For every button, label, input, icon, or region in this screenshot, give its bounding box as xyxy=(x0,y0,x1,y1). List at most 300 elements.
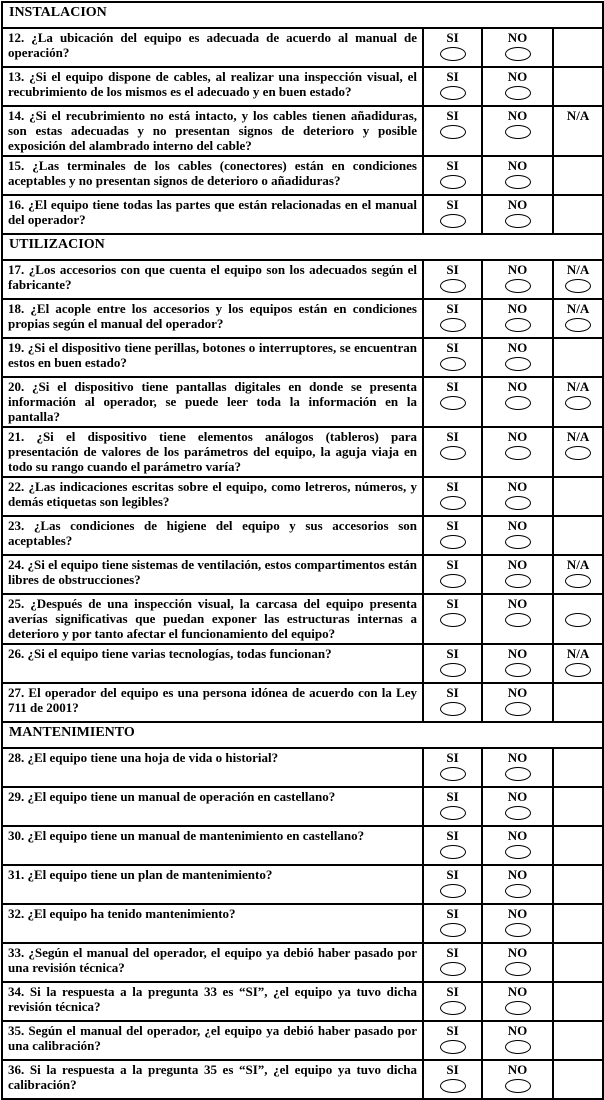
si-label: SI xyxy=(446,906,459,921)
answer-cell-si xyxy=(423,644,482,683)
si-label: SI xyxy=(446,518,459,533)
answer-cell-si xyxy=(423,943,482,982)
no-answer-oval[interactable] xyxy=(505,535,531,549)
no-oval-wrap xyxy=(483,318,552,337)
answer-cell-si xyxy=(423,516,482,555)
answer-cell-si xyxy=(423,1060,482,1099)
na-label xyxy=(554,1061,602,1077)
answer-cell-na xyxy=(553,865,603,904)
section-title: INSTALACION xyxy=(2,2,603,28)
question-text: 26. ¿Si el equipo tiene varias tecnologías, todas funcionan? xyxy=(2,644,423,683)
si-answer-oval[interactable] xyxy=(440,396,466,410)
si-answer-oval[interactable] xyxy=(440,574,466,588)
na-label: N/A xyxy=(566,557,590,572)
answer-cell-si xyxy=(423,683,482,722)
answer-cell-na xyxy=(553,787,603,826)
si-label: SI xyxy=(446,158,459,173)
no-label: NO xyxy=(507,108,528,123)
no-answer-oval[interactable] xyxy=(505,767,531,781)
si-oval-wrap xyxy=(424,1040,481,1059)
no-answer-oval[interactable] xyxy=(505,574,531,588)
na-answer-oval[interactable] xyxy=(565,613,591,627)
question-row xyxy=(2,106,603,156)
answer-cell-no xyxy=(482,1021,553,1060)
no-answer-oval[interactable] xyxy=(505,845,531,859)
no-answer-oval[interactable] xyxy=(505,47,531,61)
si-oval-wrap xyxy=(424,1001,481,1020)
answer-cell-na xyxy=(553,943,603,982)
answer-cell-no xyxy=(482,904,553,943)
answer-cell-no xyxy=(482,377,553,427)
question-row xyxy=(2,477,603,516)
na-oval-wrap xyxy=(554,613,602,632)
na-label xyxy=(554,157,602,173)
no-oval-wrap xyxy=(483,767,552,786)
answer-cell-no xyxy=(482,943,553,982)
question-row xyxy=(2,982,603,1021)
si-answer-oval[interactable] xyxy=(440,1040,466,1054)
question-row xyxy=(2,67,603,106)
question-row xyxy=(2,748,603,787)
answer-cell-no xyxy=(482,477,553,516)
no-label: NO xyxy=(507,340,528,355)
no-answer-oval[interactable] xyxy=(505,663,531,677)
si-answer-oval[interactable] xyxy=(440,125,466,139)
answer-cell-si xyxy=(423,982,482,1021)
na-label xyxy=(554,1022,602,1038)
si-oval-wrap xyxy=(424,702,481,721)
no-answer-oval[interactable] xyxy=(505,1001,531,1015)
na-answer-oval[interactable] xyxy=(565,318,591,332)
question-text: 16. ¿El equipo tiene todas las partes que están relacionadas en el manual del operador? xyxy=(2,195,423,234)
no-oval-wrap xyxy=(483,357,552,376)
answer-cell-no xyxy=(482,594,553,644)
question-text: 27. El operador del equipo es una persona idónea de acuerdo con la Ley 711 de 2001? xyxy=(2,683,423,722)
si-label: SI xyxy=(446,1062,459,1077)
na-label xyxy=(554,68,602,84)
no-label: NO xyxy=(507,197,528,212)
na-label xyxy=(554,905,602,921)
question-text: 30. ¿El equipo tiene un manual de mantenimiento en castellano? xyxy=(2,826,423,865)
no-answer-oval[interactable] xyxy=(505,1040,531,1054)
answer-cell-no xyxy=(482,28,553,67)
answer-cell-si xyxy=(423,106,482,156)
si-answer-oval[interactable] xyxy=(440,446,466,460)
question-row xyxy=(2,338,603,377)
si-answer-oval[interactable] xyxy=(440,884,466,898)
answer-cell-si xyxy=(423,427,482,477)
no-oval-wrap xyxy=(483,214,552,233)
no-answer-oval[interactable] xyxy=(505,125,531,139)
si-answer-oval[interactable] xyxy=(440,1001,466,1015)
si-label: SI xyxy=(446,557,459,572)
si-label: SI xyxy=(446,429,459,444)
answer-cell-no xyxy=(482,748,553,787)
no-answer-oval[interactable] xyxy=(505,396,531,410)
si-label: SI xyxy=(446,108,459,123)
no-oval-wrap xyxy=(483,1079,552,1098)
na-label xyxy=(554,983,602,999)
no-oval-wrap xyxy=(483,47,552,66)
no-oval-wrap xyxy=(483,496,552,515)
no-oval-wrap xyxy=(483,663,552,682)
na-label xyxy=(554,29,602,45)
question-row xyxy=(2,1060,603,1099)
question-text: 22. ¿Las indicaciones escritas sobre el equipo, como letreros, números, y demás etiquetas son legibles? xyxy=(2,477,423,516)
si-label: SI xyxy=(446,262,459,277)
answer-cell-na xyxy=(553,644,603,683)
no-oval-wrap xyxy=(483,535,552,554)
si-answer-oval[interactable] xyxy=(440,318,466,332)
si-label: SI xyxy=(446,340,459,355)
no-label: NO xyxy=(507,30,528,45)
no-oval-wrap xyxy=(483,279,552,298)
si-answer-oval[interactable] xyxy=(440,663,466,677)
si-answer-oval[interactable] xyxy=(440,923,466,937)
question-text: 28. ¿El equipo tiene una hoja de vida o historial? xyxy=(2,748,423,787)
no-answer-oval[interactable] xyxy=(505,86,531,100)
question-text: 20. ¿Si el dispositivo tiene pantallas digitales en donde se presenta información al operador, se puede leer toda la información en la pantalla? xyxy=(2,377,423,427)
si-label: SI xyxy=(446,301,459,316)
na-oval-wrap xyxy=(554,279,602,298)
no-answer-oval[interactable] xyxy=(505,613,531,627)
si-oval-wrap xyxy=(424,767,481,786)
question-text: 29. ¿El equipo tiene un manual de operación en castellano? xyxy=(2,787,423,826)
no-label: NO xyxy=(507,429,528,444)
answer-cell-si xyxy=(423,299,482,338)
answer-cell-no xyxy=(482,555,553,594)
si-oval-wrap xyxy=(424,214,481,233)
no-label: NO xyxy=(507,1062,528,1077)
na-answer-oval[interactable] xyxy=(565,396,591,410)
no-oval-wrap xyxy=(483,446,552,465)
no-oval-wrap xyxy=(483,845,552,864)
si-oval-wrap xyxy=(424,845,481,864)
answer-cell-si xyxy=(423,377,482,427)
no-label: NO xyxy=(507,945,528,960)
question-row xyxy=(2,594,603,644)
no-label: NO xyxy=(507,828,528,843)
section-title: MANTENIMIENTO xyxy=(2,722,603,748)
si-answer-oval[interactable] xyxy=(440,279,466,293)
no-label: NO xyxy=(507,158,528,173)
no-answer-oval[interactable] xyxy=(505,702,531,716)
no-answer-oval[interactable] xyxy=(505,318,531,332)
no-label: NO xyxy=(507,867,528,882)
question-row xyxy=(2,299,603,338)
si-oval-wrap xyxy=(424,446,481,465)
si-answer-oval[interactable] xyxy=(440,702,466,716)
answer-cell-no xyxy=(482,338,553,377)
na-oval-wrap xyxy=(554,318,602,337)
answer-cell-na xyxy=(553,377,603,427)
no-label: NO xyxy=(507,646,528,661)
na-label: N/A xyxy=(566,379,590,394)
no-oval-wrap xyxy=(483,175,552,194)
question-text: 15. ¿Las terminales de los cables (conectores) están en condiciones aceptables y no presentan signos de deterioro o añadiduras? xyxy=(2,156,423,195)
answer-cell-na xyxy=(553,516,603,555)
no-oval-wrap xyxy=(483,86,552,105)
no-oval-wrap xyxy=(483,962,552,981)
answer-cell-no xyxy=(482,195,553,234)
question-text: 17. ¿Los accesorios con que cuenta el equipo son los adecuados según el fabricante? xyxy=(2,260,423,299)
question-row xyxy=(2,865,603,904)
si-oval-wrap xyxy=(424,613,481,632)
no-answer-oval[interactable] xyxy=(505,923,531,937)
na-label xyxy=(554,339,602,355)
answer-cell-no xyxy=(482,67,553,106)
question-text: 34. Si la respuesta a la pregunta 33 es “SI”, ¿el equipo ya tuvo dicha revisión técnica? xyxy=(2,982,423,1021)
si-answer-oval[interactable] xyxy=(440,175,466,189)
na-label: N/A xyxy=(566,262,590,277)
question-row xyxy=(2,427,603,477)
question-text: 25. ¿Después de una inspección visual, la carcasa del equipo presenta averías significativas que puedan exponer las estructuras internas a deterioro y por tanto afectar el funcionamiento del equipo? xyxy=(2,594,423,644)
no-oval-wrap xyxy=(483,125,552,144)
answer-cell-si xyxy=(423,195,482,234)
answer-cell-si xyxy=(423,826,482,865)
si-label: SI xyxy=(446,867,459,882)
no-answer-oval[interactable] xyxy=(505,962,531,976)
na-oval-wrap xyxy=(554,446,602,465)
answer-cell-na xyxy=(553,299,603,338)
na-label xyxy=(554,944,602,960)
si-answer-oval[interactable] xyxy=(440,357,466,371)
answer-cell-no xyxy=(482,156,553,195)
si-oval-wrap xyxy=(424,318,481,337)
si-answer-oval[interactable] xyxy=(440,86,466,100)
answer-cell-si xyxy=(423,338,482,377)
na-label xyxy=(554,595,602,611)
answer-cell-si xyxy=(423,156,482,195)
answer-cell-si xyxy=(423,555,482,594)
answer-cell-na xyxy=(553,683,603,722)
question-row xyxy=(2,555,603,594)
answer-cell-no xyxy=(482,299,553,338)
na-label xyxy=(554,196,602,212)
answer-cell-no xyxy=(482,106,553,156)
si-answer-oval[interactable] xyxy=(440,962,466,976)
question-text: 35. Según el manual del operador, ¿el equipo ya debió haber pasado por una calibración? xyxy=(2,1021,423,1060)
no-answer-oval[interactable] xyxy=(505,1079,531,1093)
na-label xyxy=(554,749,602,765)
question-text: 19. ¿Si el dispositivo tiene perillas, botones o interruptores, se encuentran estos en buen estado? xyxy=(2,338,423,377)
question-row xyxy=(2,826,603,865)
answer-cell-na xyxy=(553,1060,603,1099)
answer-cell-na xyxy=(553,427,603,477)
si-oval-wrap xyxy=(424,357,481,376)
answer-cell-na xyxy=(553,1021,603,1060)
no-oval-wrap xyxy=(483,806,552,825)
si-oval-wrap xyxy=(424,962,481,981)
si-label: SI xyxy=(446,646,459,661)
si-answer-oval[interactable] xyxy=(440,767,466,781)
si-oval-wrap xyxy=(424,125,481,144)
answer-cell-si xyxy=(423,28,482,67)
no-oval-wrap xyxy=(483,1001,552,1020)
si-answer-oval[interactable] xyxy=(440,845,466,859)
si-label: SI xyxy=(446,197,459,212)
si-answer-oval[interactable] xyxy=(440,535,466,549)
si-label: SI xyxy=(446,596,459,611)
question-row xyxy=(2,377,603,427)
no-label: NO xyxy=(507,557,528,572)
na-answer-oval[interactable] xyxy=(565,279,591,293)
no-oval-wrap xyxy=(483,1040,552,1059)
no-oval-wrap xyxy=(483,574,552,593)
answer-cell-na xyxy=(553,338,603,377)
na-label xyxy=(554,478,602,494)
answer-cell-si xyxy=(423,594,482,644)
na-label xyxy=(554,684,602,700)
answer-cell-no xyxy=(482,826,553,865)
checklist-body xyxy=(2,2,603,1099)
no-oval-wrap xyxy=(483,884,552,903)
question-row xyxy=(2,516,603,555)
no-label: NO xyxy=(507,685,528,700)
no-label: NO xyxy=(507,262,528,277)
si-label: SI xyxy=(446,685,459,700)
si-answer-oval[interactable] xyxy=(440,214,466,228)
question-text: 24. ¿Si el equipo tiene sistemas de ventilación, estos compartimentos están libres de obstrucciones? xyxy=(2,555,423,594)
answer-cell-na xyxy=(553,555,603,594)
answer-cell-no xyxy=(482,260,553,299)
no-answer-oval[interactable] xyxy=(505,496,531,510)
si-label: SI xyxy=(446,379,459,394)
answer-cell-si xyxy=(423,1021,482,1060)
question-row xyxy=(2,28,603,67)
answer-cell-na xyxy=(553,594,603,644)
si-oval-wrap xyxy=(424,175,481,194)
si-label: SI xyxy=(446,1023,459,1038)
na-oval-wrap xyxy=(554,663,602,682)
na-label xyxy=(554,866,602,882)
no-answer-oval[interactable] xyxy=(505,175,531,189)
no-label: NO xyxy=(507,789,528,804)
si-answer-oval[interactable] xyxy=(440,1079,466,1093)
question-row xyxy=(2,683,603,722)
question-row xyxy=(2,644,603,683)
question-text: 13. ¿Si el equipo dispone de cables, al realizar una inspección visual, el recubrimiento de los mismos es el adecuado y en buen estado? xyxy=(2,67,423,106)
si-answer-oval[interactable] xyxy=(440,496,466,510)
answer-cell-no xyxy=(482,644,553,683)
question-text: 36. Si la respuesta a la pregunta 35 es “SI”, ¿el equipo ya tuvo dicha calibración? xyxy=(2,1060,423,1099)
no-label: NO xyxy=(507,596,528,611)
answer-cell-na xyxy=(553,826,603,865)
no-answer-oval[interactable] xyxy=(505,214,531,228)
si-answer-oval[interactable] xyxy=(440,47,466,61)
answer-cell-no xyxy=(482,982,553,1021)
question-text: 32. ¿El equipo ha tenido mantenimiento? xyxy=(2,904,423,943)
no-oval-wrap xyxy=(483,923,552,942)
section-header-row xyxy=(2,2,603,28)
no-answer-oval[interactable] xyxy=(505,884,531,898)
na-oval-wrap xyxy=(554,396,602,415)
answer-cell-na xyxy=(553,106,603,156)
si-oval-wrap xyxy=(424,47,481,66)
no-label: NO xyxy=(507,379,528,394)
no-oval-wrap xyxy=(483,396,552,415)
na-label: N/A xyxy=(566,301,590,316)
checklist-table xyxy=(1,1,604,1100)
si-oval-wrap xyxy=(424,396,481,415)
answer-cell-si xyxy=(423,477,482,516)
si-answer-oval[interactable] xyxy=(440,613,466,627)
no-answer-oval[interactable] xyxy=(505,357,531,371)
question-text: 23. ¿Las condiciones de higiene del equipo y sus accesorios son aceptables? xyxy=(2,516,423,555)
answer-cell-no xyxy=(482,427,553,477)
no-oval-wrap xyxy=(483,613,552,632)
no-answer-oval[interactable] xyxy=(505,806,531,820)
si-label: SI xyxy=(446,984,459,999)
na-answer-oval[interactable] xyxy=(565,446,591,460)
si-label: SI xyxy=(446,945,459,960)
na-label xyxy=(554,517,602,533)
answer-cell-si xyxy=(423,748,482,787)
na-label: N/A xyxy=(566,429,590,444)
question-row xyxy=(2,260,603,299)
si-answer-oval[interactable] xyxy=(440,806,466,820)
si-label: SI xyxy=(446,30,459,45)
question-text: 12. ¿La ubicación del equipo es adecuada de acuerdo al manual de operación? xyxy=(2,28,423,67)
no-label: NO xyxy=(507,518,528,533)
na-answer-oval[interactable] xyxy=(565,574,591,588)
question-text: 33. ¿Según el manual del operador, el equipo ya debió haber pasado por una revisión técnica? xyxy=(2,943,423,982)
no-label: NO xyxy=(507,69,528,84)
answer-cell-si xyxy=(423,67,482,106)
no-label: NO xyxy=(507,984,528,999)
si-oval-wrap xyxy=(424,86,481,105)
no-oval-wrap xyxy=(483,702,552,721)
answer-cell-si xyxy=(423,787,482,826)
section-title: UTILIZACION xyxy=(2,234,603,260)
si-oval-wrap xyxy=(424,279,481,298)
na-answer-oval[interactable] xyxy=(565,663,591,677)
answer-cell-si xyxy=(423,260,482,299)
question-row xyxy=(2,787,603,826)
no-label: NO xyxy=(507,906,528,921)
no-answer-oval[interactable] xyxy=(505,446,531,460)
answer-cell-na xyxy=(553,904,603,943)
section-header-row xyxy=(2,234,603,260)
answer-cell-no xyxy=(482,683,553,722)
question-row xyxy=(2,904,603,943)
no-answer-oval[interactable] xyxy=(505,279,531,293)
no-label: NO xyxy=(507,479,528,494)
no-label: NO xyxy=(507,1023,528,1038)
answer-cell-na xyxy=(553,260,603,299)
answer-cell-no xyxy=(482,516,553,555)
answer-cell-na xyxy=(553,982,603,1021)
si-label: SI xyxy=(446,479,459,494)
question-text: 31. ¿El equipo tiene un plan de mantenimiento? xyxy=(2,865,423,904)
si-oval-wrap xyxy=(424,574,481,593)
si-label: SI xyxy=(446,750,459,765)
si-oval-wrap xyxy=(424,884,481,903)
na-label: N/A xyxy=(566,646,590,661)
answer-cell-no xyxy=(482,1060,553,1099)
answer-cell-na xyxy=(553,156,603,195)
answer-cell-na xyxy=(553,195,603,234)
na-label: N/A xyxy=(566,108,590,123)
si-oval-wrap xyxy=(424,1079,481,1098)
answer-cell-si xyxy=(423,865,482,904)
si-label: SI xyxy=(446,828,459,843)
answer-cell-no xyxy=(482,787,553,826)
answer-cell-na xyxy=(553,67,603,106)
si-oval-wrap xyxy=(424,496,481,515)
question-row xyxy=(2,943,603,982)
question-text: 14. ¿Si el recubrimiento no está intacto, y los cables tienen añadiduras, son estas adecuadas y no presentan signos de deterioro y posible exposición del alambrado interno del cable? xyxy=(2,106,423,156)
